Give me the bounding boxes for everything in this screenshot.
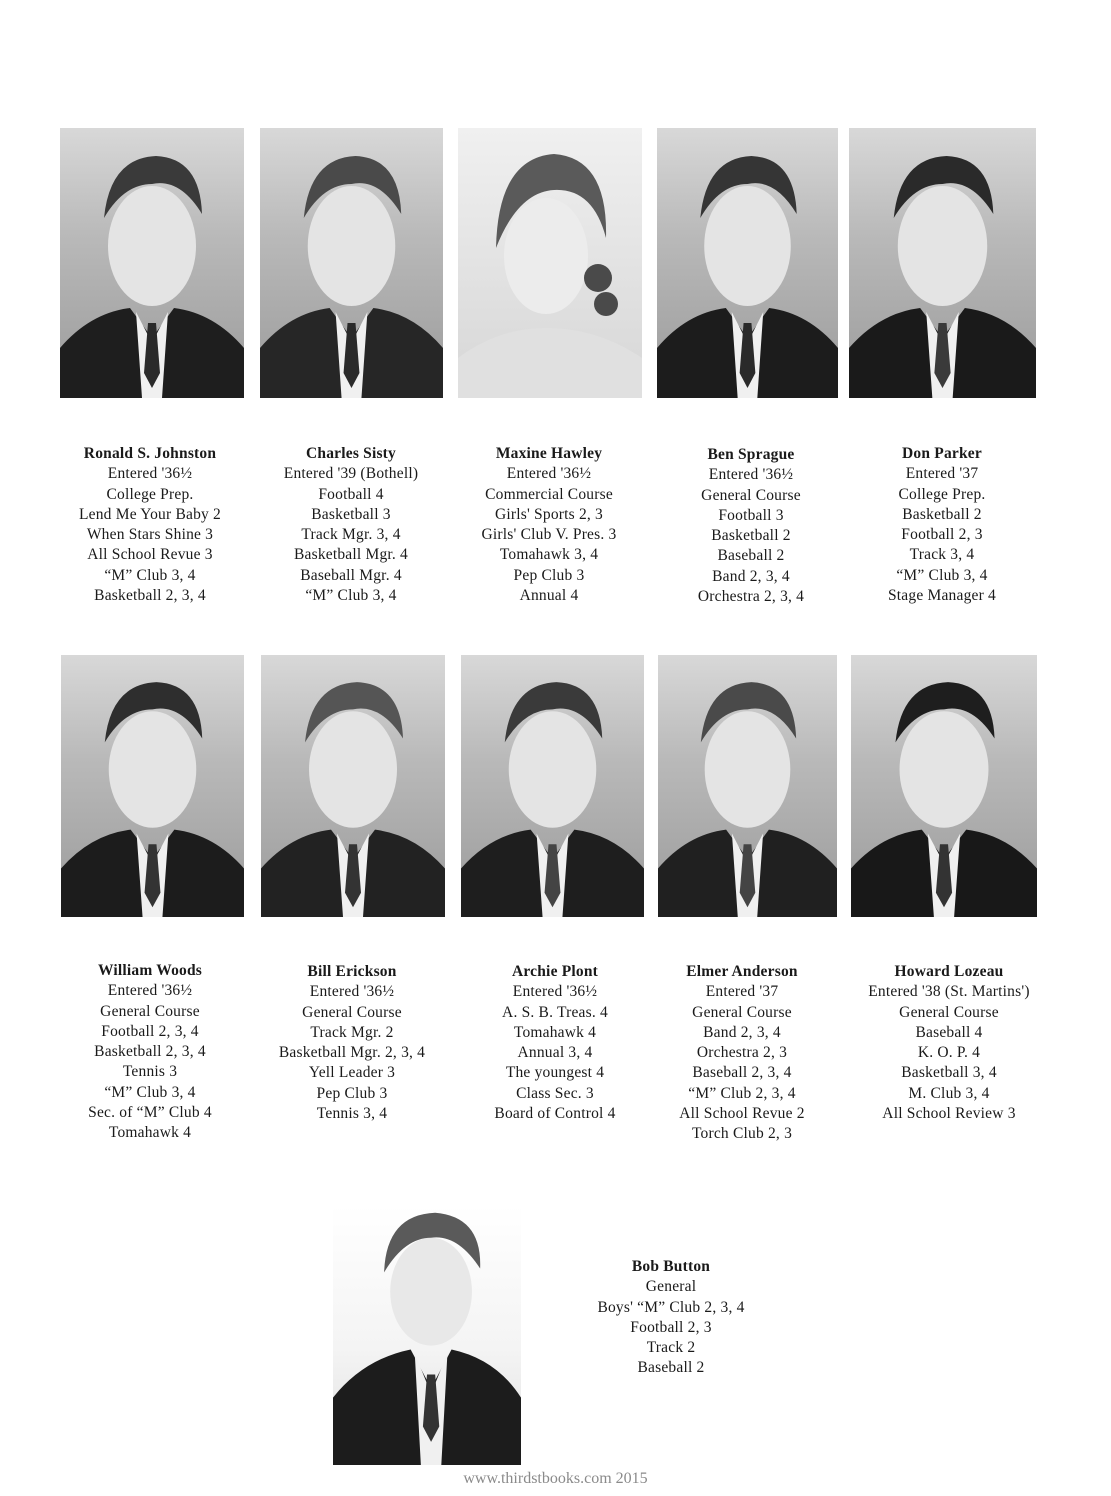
- bio-line: General Course: [701, 486, 801, 504]
- bio-line: Basketball 2, 3, 4: [94, 1043, 206, 1061]
- bio-line: Entered '36½: [107, 982, 193, 1000]
- portrait-silhouette: [60, 128, 244, 398]
- bio-line: Annual 4: [519, 587, 579, 605]
- bio-line: Track 3, 4: [909, 546, 975, 564]
- portrait-silhouette: [61, 655, 244, 917]
- bio-line: Commercial Course: [485, 485, 613, 503]
- bio-line: Entered '39 (Bothell): [283, 465, 419, 483]
- bio-line: Class Sec. 3: [516, 1084, 594, 1102]
- bio-line: Entered '37: [905, 465, 979, 483]
- bio-line: All School Revue 2: [679, 1105, 805, 1123]
- bio-line: Tomahawk 4: [513, 1023, 597, 1041]
- bio-line: “M” Club 3, 4: [104, 1083, 196, 1101]
- portrait-silhouette: [849, 128, 1036, 398]
- portrait-silhouette: [260, 128, 443, 398]
- bio-line: Basketball 3: [311, 505, 391, 523]
- bio-line: “M” Club 2, 3, 4: [688, 1084, 796, 1102]
- bio-line: Torch Club 2, 3: [691, 1125, 793, 1143]
- bio-line: General: [645, 1278, 697, 1296]
- bio-line: General Course: [692, 1003, 792, 1021]
- bio-line: Entered '38 (St. Martins'): [868, 983, 1030, 1001]
- bio-line: Entered '37: [705, 983, 779, 1001]
- student-bio-ronald-johnston: [50, 444, 250, 606]
- bio-line: K. O. P. 4: [917, 1044, 981, 1062]
- bio-line: Track Mgr. 2: [310, 1023, 394, 1041]
- student-bio-maxine-hawley: [449, 444, 649, 606]
- student-name: William Woods: [97, 962, 203, 979]
- bio-line: Entered '36½: [708, 466, 794, 484]
- student-name: Don Parker: [902, 445, 982, 462]
- bio-line: Football 2, 3: [901, 526, 983, 544]
- bio-line: “M” Club 3, 4: [305, 587, 397, 605]
- student-name: Bob Button: [631, 1258, 711, 1275]
- bio-line: M. Club 3, 4: [908, 1084, 990, 1102]
- bio-line: College Prep.: [106, 485, 194, 503]
- bio-line: Track Mgr. 3, 4: [301, 526, 401, 544]
- bio-line: Band 2, 3, 4: [703, 1023, 781, 1041]
- bio-line: Board of Control 4: [494, 1105, 616, 1123]
- bio-line: All School Revue 3: [87, 546, 213, 564]
- bio-line: “M” Club 3, 4: [104, 566, 196, 584]
- portrait-silhouette: [851, 655, 1037, 917]
- portrait-photo-maxine-hawley: [458, 128, 642, 398]
- student-name: Archie Plont: [511, 963, 599, 980]
- bio-line: Entered '36½: [512, 983, 598, 1001]
- bio-line: Stage Manager 4: [887, 587, 997, 605]
- bio-line: Tomahawk 4: [108, 1124, 192, 1142]
- bio-line: Girls' Club V. Pres. 3: [481, 526, 617, 544]
- bio-line: Baseball 2: [637, 1359, 705, 1377]
- student-name: Bill Erickson: [307, 963, 397, 980]
- bio-line: When Stars Shine 3: [86, 526, 214, 544]
- bio-line: Track 2: [646, 1339, 696, 1357]
- bio-line: Entered '36½: [309, 983, 395, 1001]
- bio-line: Band 2, 3, 4: [712, 567, 790, 585]
- portrait-photo-william-woods: [61, 655, 244, 917]
- student-bio-bill-erickson: [252, 962, 452, 1124]
- bio-line: All School Review 3: [882, 1105, 1016, 1123]
- portrait-silhouette: [458, 128, 642, 398]
- student-bio-don-parker: [842, 444, 1042, 606]
- bio-line: Annual 3, 4: [517, 1044, 593, 1062]
- student-bio-ben-sprague: [651, 445, 851, 607]
- portrait-photo-ben-sprague: [657, 128, 838, 398]
- bio-line: Orchestra 2, 3: [696, 1044, 788, 1062]
- portrait-photo-charles-sisty: [260, 128, 443, 398]
- bio-line: Football 3: [718, 506, 784, 524]
- student-name: Maxine Hawley: [495, 445, 603, 462]
- bio-line: A. S. B. Treas. 4: [502, 1003, 608, 1021]
- bio-line: Yell Leader 3: [308, 1064, 396, 1082]
- portrait-silhouette: [333, 1205, 521, 1465]
- portrait-photo-archie-plont: [461, 655, 644, 917]
- bio-line: Entered '36½: [506, 465, 592, 483]
- bio-line: General Course: [100, 1002, 200, 1020]
- bio-line: General Course: [899, 1003, 999, 1021]
- student-name: Ronald S. Johnston: [83, 445, 217, 462]
- bio-line: Pep Club 3: [316, 1084, 388, 1102]
- bio-line: “M” Club 3, 4: [896, 566, 988, 584]
- bio-line: Basketball 2, 3, 4: [94, 587, 206, 605]
- footer-watermark: www.thirdstbooks.com 2015: [463, 1470, 648, 1487]
- bio-line: Basketball Mgr. 2, 3, 4: [278, 1044, 426, 1062]
- bio-line: Basketball 3, 4: [901, 1064, 997, 1082]
- bio-line: Girls' Sports 2, 3: [494, 505, 603, 523]
- bio-line: General Course: [302, 1003, 402, 1021]
- bio-line: Tennis 3, 4: [316, 1105, 388, 1123]
- portrait-silhouette: [261, 655, 445, 917]
- bio-line: Basketball 2: [902, 505, 982, 523]
- bio-line: Orchestra 2, 3, 4: [697, 588, 805, 606]
- bio-line: Boys' “M” Club 2, 3, 4: [597, 1298, 745, 1316]
- bio-line: Sec. of “M” Club 4: [88, 1104, 212, 1122]
- student-bio-howard-lozeau: [849, 962, 1049, 1124]
- bio-line: Baseball 4: [915, 1023, 983, 1041]
- bio-line: Lend Me Your Baby 2: [78, 505, 221, 523]
- student-name: Ben Sprague: [707, 446, 795, 463]
- bio-line: College Prep.: [898, 485, 986, 503]
- bio-line: Basketball 2: [711, 527, 791, 545]
- student-name: Charles Sisty: [305, 445, 396, 462]
- bio-line: Tennis 3: [122, 1063, 178, 1081]
- bio-line: Football 2, 3: [630, 1318, 712, 1336]
- bio-line: Baseball 2, 3, 4: [692, 1064, 792, 1082]
- bio-line: Tomahawk 3, 4: [499, 546, 599, 564]
- student-name: Elmer Anderson: [686, 963, 798, 980]
- portrait-photo-ronald-johnston: [60, 128, 244, 398]
- portrait-photo-howard-lozeau: [851, 655, 1037, 917]
- bio-line: Baseball 2: [717, 547, 785, 565]
- portrait-silhouette: [657, 128, 838, 398]
- student-bio-archie-plont: [455, 962, 655, 1124]
- bio-line: Football 2, 3, 4: [101, 1022, 199, 1040]
- portrait-photo-don-parker: [849, 128, 1036, 398]
- bio-line: Basketball Mgr. 4: [293, 546, 409, 564]
- portrait-silhouette: [658, 655, 837, 917]
- bio-line: Baseball Mgr. 4: [300, 566, 402, 584]
- bio-line: Pep Club 3: [513, 566, 585, 584]
- portrait-photo-bob-button: [333, 1205, 521, 1465]
- portrait-silhouette: [461, 655, 644, 917]
- portrait-photo-elmer-anderson: [658, 655, 837, 917]
- bio-line: The youngest 4: [505, 1064, 605, 1082]
- portrait-photo-bill-erickson: [261, 655, 445, 917]
- bio-line: Entered '36½: [107, 465, 193, 483]
- student-bio-charles-sisty: [251, 444, 451, 606]
- student-bio-william-woods: [50, 961, 250, 1144]
- bio-line: Football 4: [318, 485, 384, 503]
- student-bio-elmer-anderson: [642, 962, 842, 1145]
- student-name: Howard Lozeau: [894, 963, 1004, 980]
- student-bio-bob-button: [571, 1257, 771, 1379]
